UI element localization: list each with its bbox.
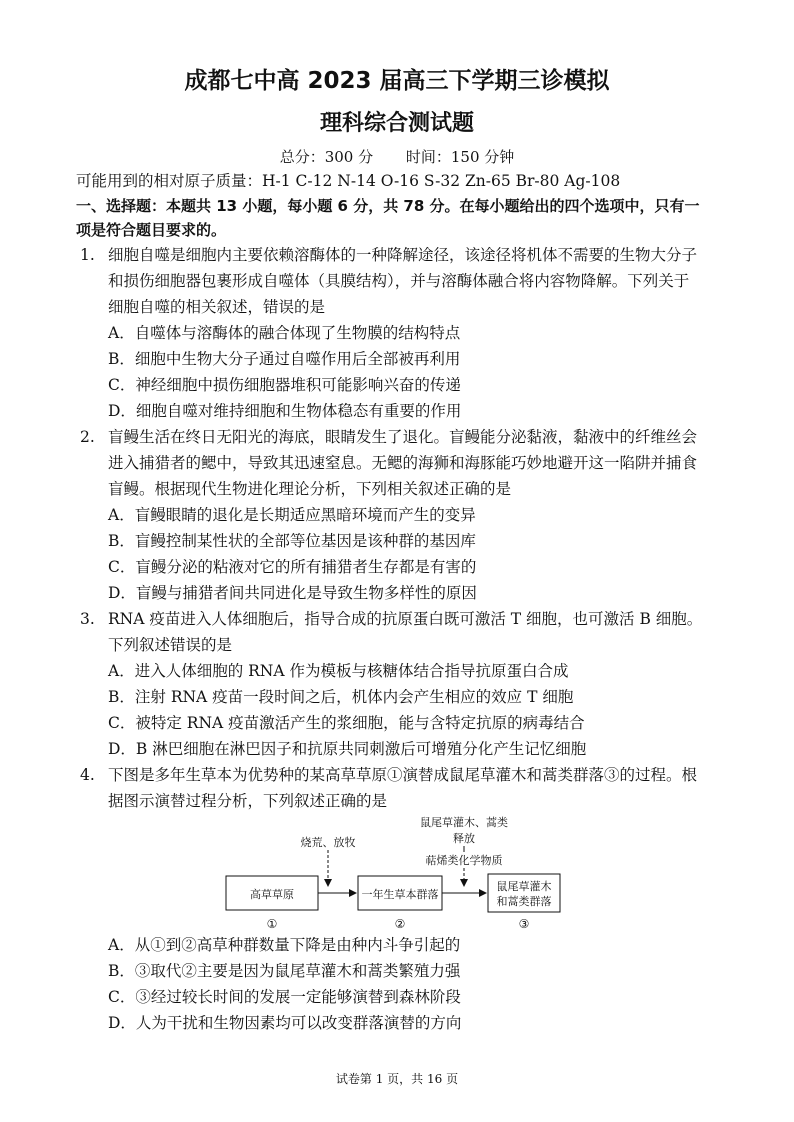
exam-time: 时间：150 分钟 — [405, 148, 515, 166]
stage-label-2: ② — [394, 917, 406, 931]
question-stem: 进入捕猎者的鳃中，导致其迅速窒息。无鳃的海狮和海豚能巧妙地避开这一陷阱并捕食 — [108, 454, 698, 472]
option-c: C．③经过较长时间的发展一定能够演替到森林阶段 — [108, 988, 461, 1006]
option-a: A．进入人体细胞的 RNA 作为模板与核糖体结合指导抗原蛋白合成 — [108, 662, 569, 680]
box1-label: 高草草原 — [250, 888, 294, 901]
section-heading-line2: 项是符合题目要求的。 — [76, 221, 227, 239]
arrow2-bottom-label: 萜烯类化学物质 — [425, 854, 503, 867]
arrow1-label: 烧荒、放牧 — [300, 836, 356, 849]
option-c: C．盲鳗分泌的粘液对它的所有捕猎者生存都是有害的 — [108, 558, 477, 576]
stage-label-1: ① — [266, 917, 278, 931]
option-b: B．盲鳗控制某性状的全部等位基因是该种群的基因库 — [108, 532, 476, 550]
box2-label: 一年生草本群落 — [361, 888, 439, 901]
box3-label-line1: 鼠尾草灌木 — [496, 880, 552, 893]
exam-title: 成都七中高 2023 届高三下学期三诊模拟 — [184, 68, 610, 94]
box3-label-line2: 和蒿类群落 — [496, 895, 552, 908]
stage-label-3: ③ — [518, 917, 530, 931]
atomic-masses: 可能用到的相对原子质量：H-1 C-12 N-14 O-16 S-32 Zn-65 Br-80 Ag-108 — [76, 172, 621, 190]
question-number: 3. — [80, 610, 95, 628]
option-c: C．神经细胞中损伤细胞器堆积可能影响兴奋的传递 — [108, 376, 461, 394]
total-score: 总分：300 分 — [279, 148, 374, 166]
exam-subtitle: 理科综合测试题 — [319, 111, 474, 136]
question-stem: 和损伤细胞器包裹形成自噬体（具膜结构），并与溶酶体融合将内容物降解。下列关于 — [108, 272, 690, 290]
option-d: D．人为干扰和生物因素均可以改变群落演替的方向 — [108, 1014, 462, 1032]
question-stem: RNA 疫苗进入人体细胞后，指导合成的抗原蛋白既可激活 T 细胞，也可激活 B 细胞。 — [108, 610, 703, 628]
question-stem: 据图示演替过程分析，下列叙述正确的是 — [108, 792, 388, 810]
page-footer: 试卷第 1 页，共 16 页 — [335, 1072, 459, 1086]
option-b: B．细胞中生物大分子通过自噬作用后全部被再利用 — [108, 350, 461, 368]
question-stem: 盲鳗生活在终日无阳光的海底，眼睛发生了退化。盲鳗能分泌黏液，黏液中的纤维丝会 — [108, 428, 698, 446]
question-number: 4. — [80, 766, 95, 784]
option-a: A．从①到②高草种群数量下降是由种内斗争引起的 — [108, 936, 461, 954]
option-c: C．被特定 RNA 疫苗激活产生的浆细胞，能与含特定抗原的病毒结合 — [108, 714, 585, 732]
question-number: 1. — [80, 246, 95, 264]
section-heading-line1: 一、选择题：本题共 13 小题，每小题 6 分，共 78 分。在每小题给出的四个选项中，只有一 — [76, 197, 700, 215]
question-stem: 盲鳗。根据现代生物进化理论分析，下列相关叙述正确的是 — [108, 480, 512, 498]
arrow2-top-label1: 鼠尾草灌木、蒿类 — [420, 816, 508, 829]
option-d: D．盲鳗与捕猎者间共同进化是导致生物多样性的原因 — [108, 584, 477, 602]
question-stem: 下列叙述错误的是 — [108, 636, 233, 654]
option-b: B．③取代②主要是因为鼠尾草灌木和蒿类繁殖力强 — [108, 962, 461, 980]
option-a: A．自噬体与溶酶体的融合体现了生物膜的结构特点 — [108, 324, 461, 342]
option-d: D．B 淋巴细胞在淋巴因子和抗原共同刺激后可增殖分化产生记忆细胞 — [108, 740, 587, 758]
question-number: 2. — [80, 428, 95, 446]
question-stem: 细胞自噬的相关叙述，错误的是 — [108, 298, 326, 316]
exam-meta — [0, 146, 794, 167]
question-stem: 细胞自噬是细胞内主要依赖溶酶体的一种降解途径，该途径将机体不需要的生物大分子 — [108, 246, 698, 264]
option-a: A．盲鳗眼睛的退化是长期适应黑暗环境而产生的变异 — [108, 506, 476, 524]
arrow2-top-label2: 释放 — [453, 832, 475, 845]
option-b: B．注射 RNA 疫苗一段时间之后，机体内会产生相应的效应 T 细胞 — [108, 688, 574, 706]
question-stem: 下图是多年生草本为优势种的某高草草原①演替成鼠尾草灌木和蒿类群落③的过程。根 — [108, 766, 698, 784]
option-d: D．细胞自噬对维持细胞和生物体稳态有重要的作用 — [108, 402, 462, 420]
succession-diagram-right — [490, 812, 560, 936]
